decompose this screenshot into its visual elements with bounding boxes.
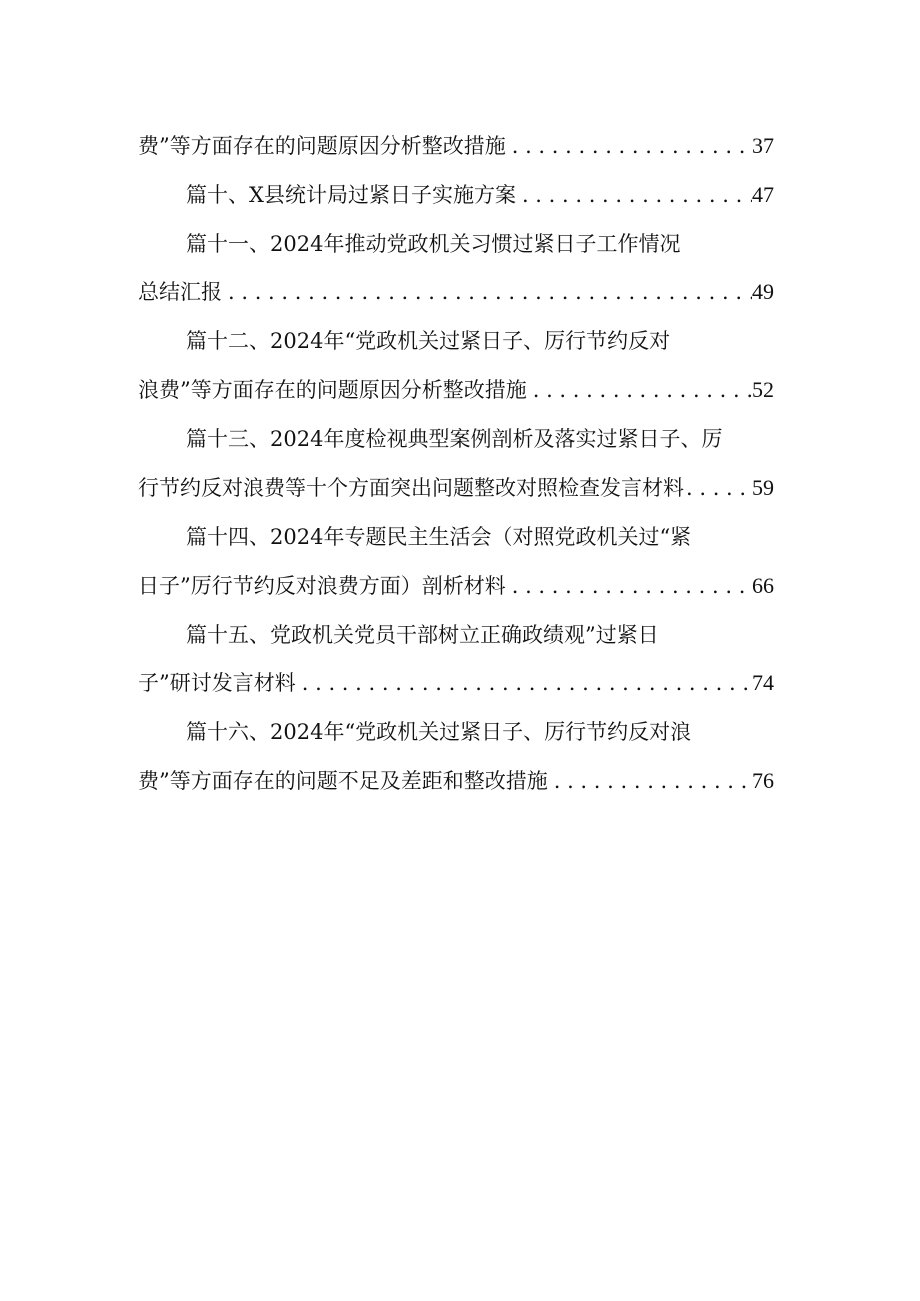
toc-entry-text: 日子”厉行节约反对浪费方面）剖析材料 (138, 574, 506, 598)
dot-leader (506, 568, 752, 604)
toc-page-number: 37 (752, 133, 774, 158)
toc-entry-text: 浪费”等方面存在的问题原因分析整改措施 (138, 378, 527, 402)
dot-leader (222, 274, 752, 310)
toc-page-number: 47 (752, 182, 774, 207)
toc-entry-text: 篇十、X县统计局过紧日子实施方案 (186, 183, 516, 207)
toc-page-number: 59 (752, 475, 774, 500)
toc-entry-3[interactable] (138, 274, 774, 310)
toc-entry-7-line-1[interactable]: 篇十五、党政机关党员干部树立正确政绩观”过紧日 (186, 623, 659, 647)
toc-entry-text: 总结汇报 (138, 280, 222, 304)
dot-leader (516, 177, 752, 213)
toc-entry-text: 费”等方面存在的问题原因分析整改措施 (138, 134, 506, 158)
toc-entry-text: 子”研讨发言材料 (138, 671, 296, 695)
toc-entry-4[interactable] (138, 372, 774, 408)
toc-entry-6[interactable] (138, 568, 774, 604)
toc-entry-4-line-1[interactable]: 篇十二、2024年“党政机关过紧日子、厉行节约反对 (186, 329, 671, 353)
toc-entry-8[interactable] (138, 763, 774, 799)
toc-entry-6-line-1[interactable]: 篇十四、2024年专题民主生活会（对照党政机关过“紧 (186, 525, 692, 549)
toc-page-number: 74 (752, 670, 774, 695)
toc-entry-8-line-1[interactable]: 篇十六、2024年“党政机关过紧日子、厉行节约反对浪 (186, 720, 692, 744)
toc-entry-1[interactable] (138, 128, 774, 164)
toc-page-number: 76 (752, 768, 774, 793)
toc-entry-3-line-1[interactable]: 篇十一、2024年推动党政机关习惯过紧日子工作情况 (186, 232, 681, 256)
toc-entry-5-line-1[interactable]: 篇十三、2024年度检视典型案例剖析及落实过紧日子、厉 (186, 427, 723, 451)
toc-entry-text: 费”等方面存在的问题不足及差距和整改措施 (138, 769, 548, 793)
toc-page-number: 66 (752, 573, 774, 598)
dot-leader (548, 763, 752, 799)
dot-leader (296, 665, 752, 701)
toc-page-number: 49 (752, 279, 774, 304)
toc-page-number: 52 (752, 377, 774, 402)
toc-entry-2[interactable] (186, 177, 774, 213)
toc-entry-7[interactable] (138, 665, 774, 701)
dot-leader (506, 128, 752, 164)
toc-entry-text: 行节约反对浪费等十个方面突出问题整改对照检查发言材料 (138, 476, 684, 500)
dot-leader (527, 372, 752, 408)
dot-leader (684, 470, 752, 506)
toc-entry-5[interactable] (138, 470, 774, 506)
